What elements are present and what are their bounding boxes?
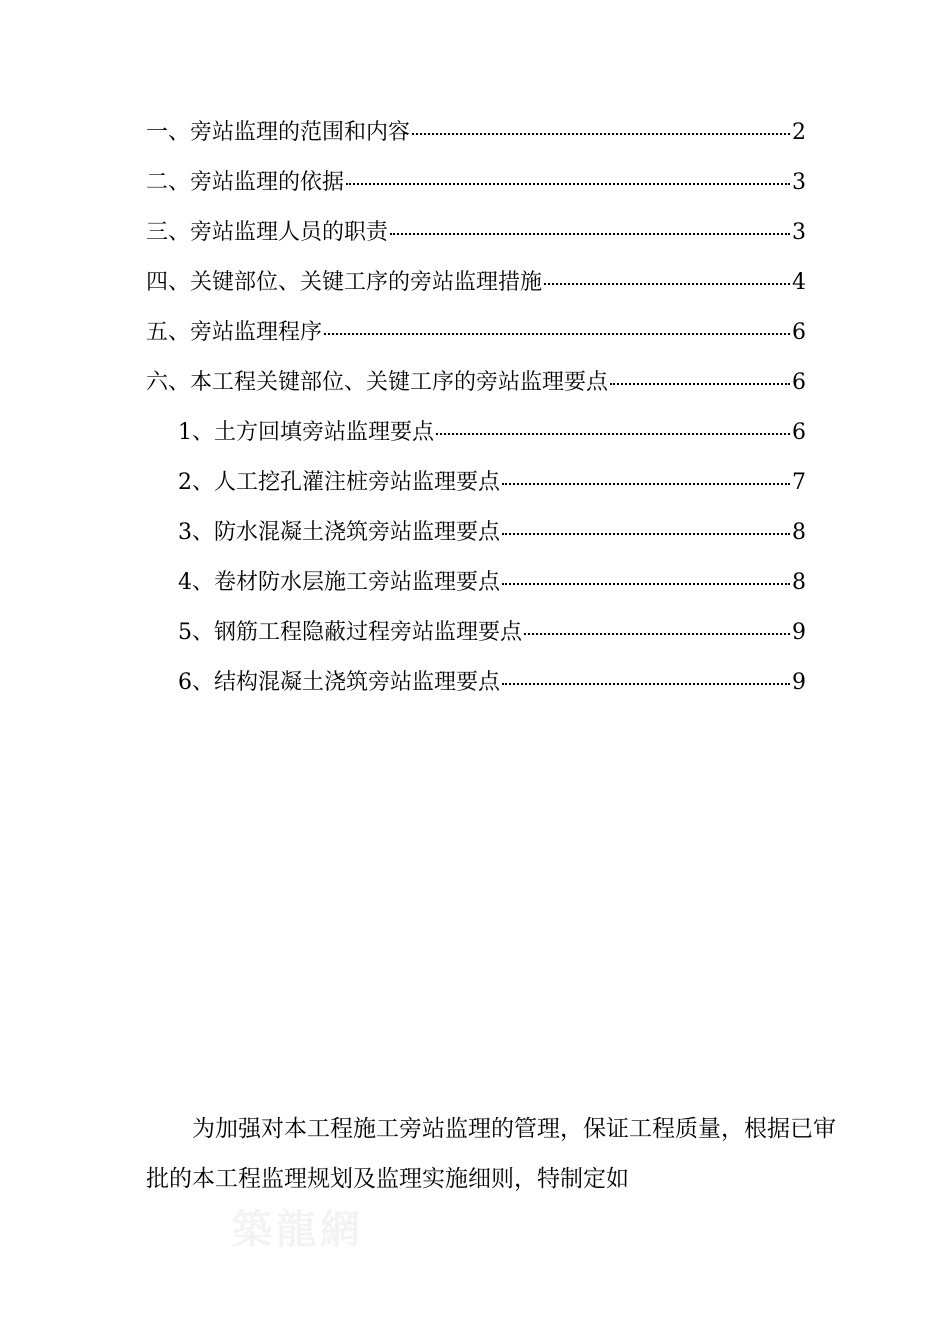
intro-paragraph: 为加强对本工程施工旁站监理的管理，保证工程质量，根据已审批的本工程监理规划及监理实施细则，特制定如 <box>146 1116 836 1192</box>
toc-entry-title: 二、旁站监理的依据 <box>146 170 345 195</box>
toc-leader-dots <box>346 182 790 185</box>
toc-leader-dots <box>502 682 790 685</box>
toc-leader-dots <box>544 282 790 285</box>
toc-entry-page: 8 <box>792 520 806 545</box>
toc-entry[interactable] <box>146 158 806 208</box>
toc-leader-dots <box>324 332 790 335</box>
toc-entry-page: 6 <box>792 420 806 445</box>
toc-entry[interactable] <box>146 258 806 308</box>
toc-subentry[interactable] <box>146 508 806 558</box>
toc-entry-title: 2、人工挖孔灌注桩旁站监理要点 <box>178 470 500 495</box>
toc-entry[interactable] <box>146 208 806 258</box>
toc-entry-title: 五、旁站监理程序 <box>146 320 323 345</box>
toc-leader-dots <box>412 132 790 135</box>
toc-entry[interactable] <box>146 108 806 158</box>
toc-subentry[interactable] <box>146 658 806 708</box>
toc-entry-title: 六、本工程关键部位、关键工序的旁站监理要点 <box>146 370 609 395</box>
toc-subentry[interactable] <box>146 558 806 608</box>
toc-entry-title: 3、防水混凝土浇筑旁站监理要点 <box>178 520 500 545</box>
toc-subentry[interactable] <box>146 458 806 508</box>
toc-entry-page: 6 <box>792 370 806 395</box>
toc-entry-page: 6 <box>792 320 806 345</box>
watermark-logo: 築龍網 <box>232 1206 364 1253</box>
toc-subentry[interactable] <box>146 608 806 658</box>
toc-entry-title: 5、钢筋工程隐蔽过程旁站监理要点 <box>178 620 522 645</box>
toc-entry-title: 四、关键部位、关键工序的旁站监理措施 <box>146 270 543 295</box>
toc-entry[interactable] <box>146 358 806 408</box>
toc-leader-dots <box>436 432 790 435</box>
toc-entry-title: 4、卷材防水层施工旁站监理要点 <box>178 570 500 595</box>
table-of-contents <box>146 108 806 708</box>
toc-entry-page: 2 <box>792 120 806 145</box>
toc-leader-dots <box>390 232 790 235</box>
toc-entry-page: 9 <box>792 620 806 645</box>
toc-leader-dots <box>502 582 790 585</box>
toc-leader-dots <box>524 632 790 635</box>
toc-entry-title: 6、结构混凝土浇筑旁站监理要点 <box>178 670 500 695</box>
body-text <box>146 1104 836 1204</box>
toc-entry-page: 3 <box>792 170 806 195</box>
toc-entry-page: 3 <box>792 220 806 245</box>
toc-entry-page: 9 <box>792 670 806 695</box>
toc-subentry[interactable] <box>146 408 806 458</box>
toc-leader-dots <box>502 532 790 535</box>
toc-entry[interactable] <box>146 308 806 358</box>
toc-entry-page: 7 <box>792 470 806 495</box>
toc-leader-dots <box>610 382 790 385</box>
toc-entry-title: 三、旁站监理人员的职责 <box>146 220 389 245</box>
toc-entry-title: 1、土方回填旁站监理要点 <box>178 420 434 445</box>
toc-entry-title: 一、旁站监理的范围和内容 <box>146 120 411 145</box>
toc-entry-page: 4 <box>792 270 806 295</box>
toc-entry-page: 8 <box>792 570 806 595</box>
toc-leader-dots <box>502 482 790 485</box>
